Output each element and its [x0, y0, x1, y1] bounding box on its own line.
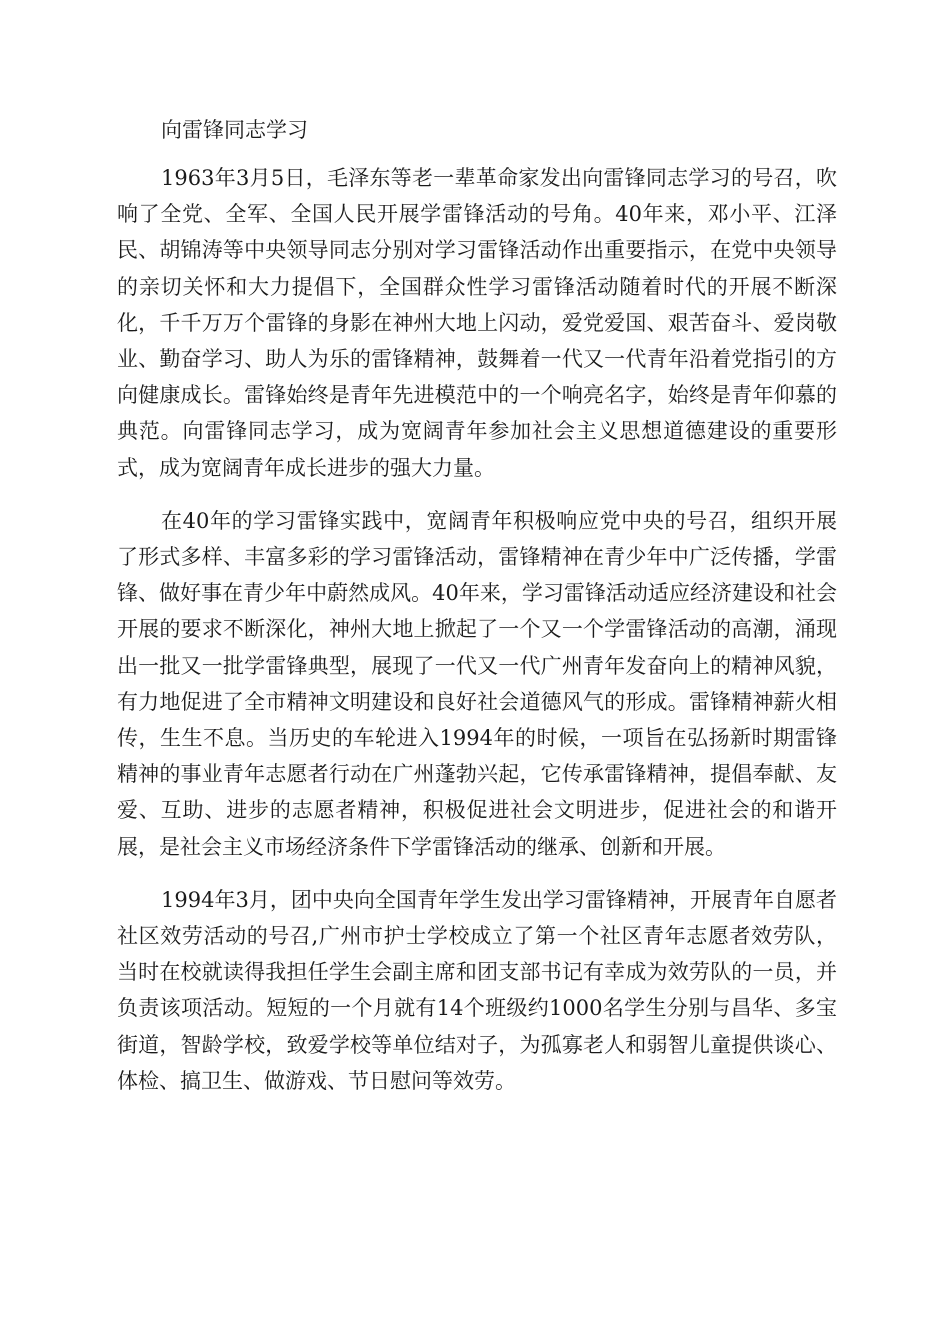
- paragraph-1: 1963年3月5日，毛泽东等老一辈革命家发出向雷锋同志学习的号召，吹响了全党、全军、全国人民开展学雷锋活动的号角。40年来，邓小平、江泽民、胡锦涛等中央领导同志分别对学习雷锋活动作出重要指示，在党中央领导的亲切关怀和大力提倡下，全国群众性学习雷锋活动随着时代的开展不断深化，千千万万个雷锋的身影在神州大地上闪动，爱党爱国、艰苦奋斗、爱岗敬业、勤奋学习、助人为乐的雷锋精神，鼓舞着一代又一代青年沿着党指引的方向健康成长。雷锋始终是青年先进模范中的一个响亮名字，始终是青年仰慕的典范。向雷锋同志学习，成为宽阔青年参加社会主义思想道德建设的重要形式，成为宽阔青年成长进步的强大力量。: [117, 166, 837, 480]
- paragraph-3: 1994年3月，团中央向全国青年学生发出学习雷锋精神，开展青年自愿者社区效劳活动的号召,广州市护士学校成立了第一个社区青年志愿者效劳队，当时在校就读得我担任学生会副主席和团支部书记有幸成为效劳队的一员，并负责该项活动。短短的一个月就有14个班级约1000名学生分别与昌华、多宝街道，智龄学校，致爱学校等单位结对子，为孤寡老人和弱智儿童提供谈心、体检、搞卫生、做游戏、节日慰问等效劳。: [117, 887, 837, 1093]
- document-page: [117, 112, 837, 1116]
- paragraph-2: 在40年的学习雷锋实践中，宽阔青年积极响应党中央的号召，组织开展了形式多样、丰富多彩的学习雷锋活动，雷锋精神在青少年中广泛传播，学雷锋、做好事在青少年中蔚然成风。40年来，学习雷锋活动适应经济建设和社会开展的要求不断深化，神州大地上掀起了一个又一个学雷锋活动的高潮，涌现出一批又一批学雷锋典型，展现了一代又一代广州青年发奋向上的精神风貌，有力地促进了全市精神文明建设和良好社会道德风气的形成。雷锋精神薪火相传，生生不息。当历史的车轮进入1994年的时候，一项旨在弘扬新时期雷锋精神的事业青年志愿者行动在广州蓬勃兴起，它传承雷锋精神，提倡奉献、友爱、互助、进步的志愿者精神，积极促进社会文明进步，促进社会的和谐开展，是社会主义市场经济条件下学雷锋活动的继承、创新和开展。: [117, 508, 837, 859]
- document-title: 向雷锋同志学习: [161, 118, 308, 142]
